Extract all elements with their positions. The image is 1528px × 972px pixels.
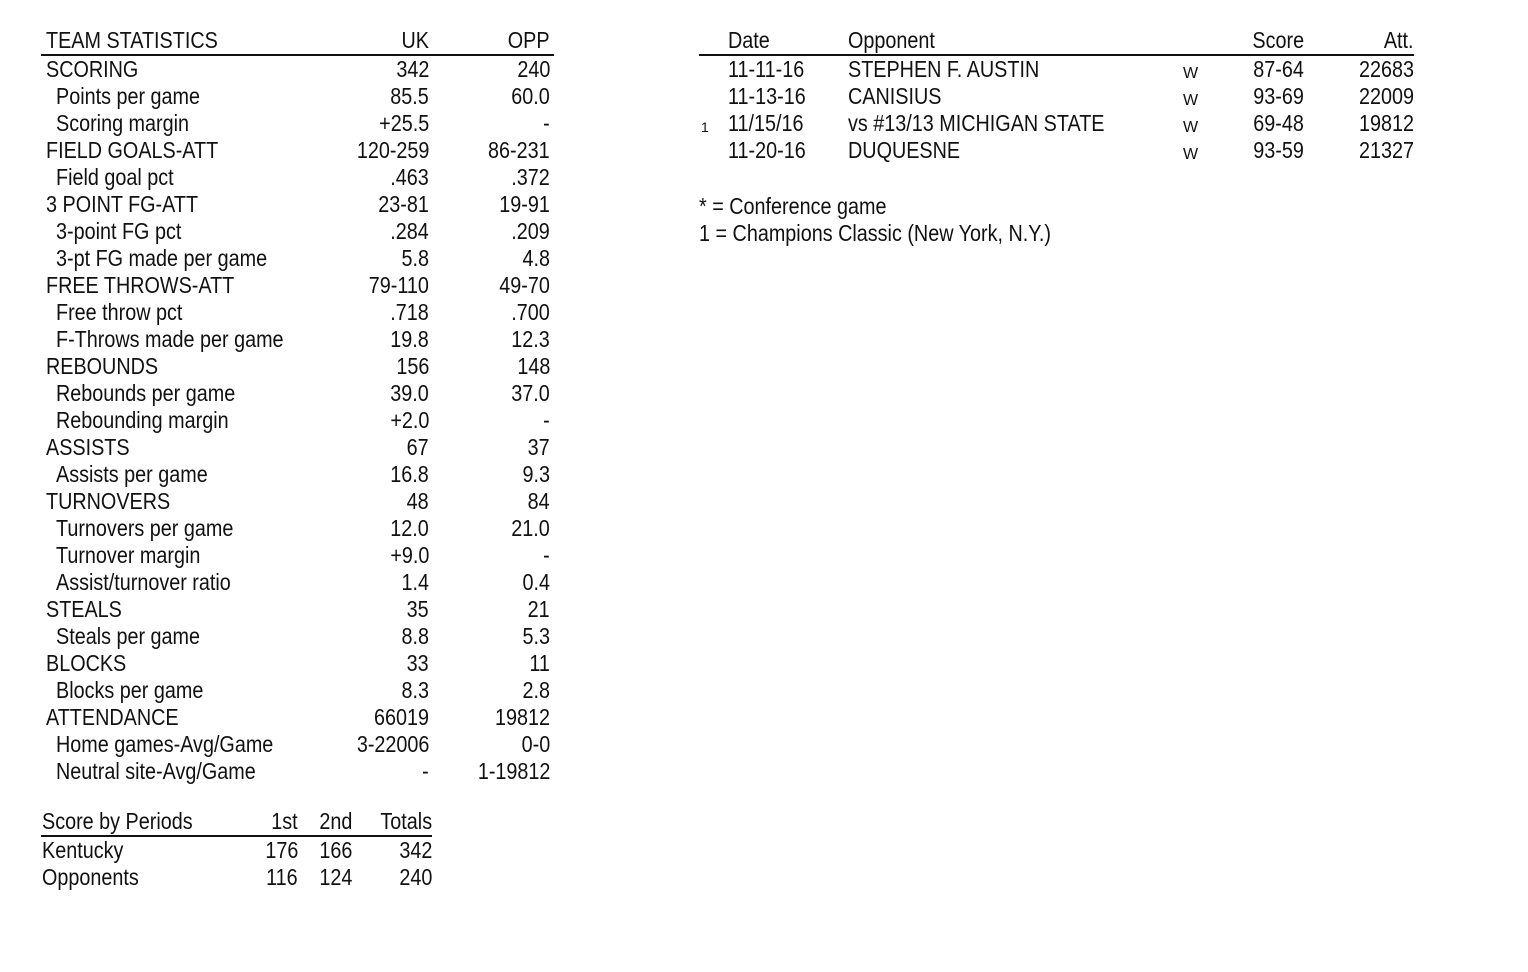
team-statistics-body [41, 56, 554, 785]
game-date-cell [728, 83, 818, 110]
stat-row [41, 623, 554, 650]
stat-row [41, 542, 554, 569]
stat-uk-value-cell [384, 515, 429, 542]
stat-uk-value: 8.3 [401, 677, 429, 703]
stat-label: 3 POINT FG-ATT [46, 191, 199, 217]
game-log-header [699, 27, 1414, 56]
stat-uk-value: 8.8 [401, 623, 429, 649]
stat-uk-value-cell [403, 488, 429, 515]
stat-opp-value: 37 [527, 434, 550, 460]
stat-opp-value: 12.3 [511, 326, 550, 352]
game-opponent-cell [848, 56, 1070, 83]
stat-row [41, 380, 554, 407]
stat-opp-value: .372 [511, 164, 550, 190]
stat-uk-value: 16.8 [390, 461, 429, 487]
stat-row [41, 245, 554, 272]
stat-label: ASSISTS [46, 434, 130, 460]
stat-opp-value: 21.0 [511, 515, 550, 541]
game-score-cell [1245, 83, 1304, 110]
stat-label: Assists per game [56, 461, 208, 487]
stat-opp-value: 19-91 [499, 191, 550, 217]
period-team: Opponents [42, 864, 139, 890]
stat-label-cell [46, 191, 223, 218]
game-score: 93-59 [1253, 137, 1304, 163]
stat-row [41, 326, 554, 353]
score-by-periods-title: Score by Periods [42, 808, 193, 834]
team-statistics-table [41, 27, 554, 785]
stat-row [41, 299, 554, 326]
stat-uk-value: .718 [390, 299, 429, 325]
stat-opp-value-cell [542, 407, 550, 434]
stat-opp-value-cell [518, 677, 550, 704]
game-score-cell [1245, 137, 1304, 164]
stat-uk-value: 19.8 [390, 326, 429, 352]
stat-uk-value-cell [384, 542, 429, 569]
stat-label-cell [56, 461, 232, 488]
stat-opp-value-cell [518, 569, 550, 596]
stat-uk-value-cell [384, 164, 429, 191]
stat-row [41, 353, 554, 380]
stat-uk-value: 342 [395, 56, 429, 82]
stat-opp-value: 4.8 [522, 245, 550, 271]
game-attendance: 22683 [1358, 56, 1414, 82]
stat-row [41, 596, 554, 623]
stat-label: Field goal pct [56, 164, 174, 190]
game-row [699, 110, 1414, 137]
stat-label: Steals per game [56, 623, 201, 649]
first-half-header: 1st [271, 808, 298, 834]
period-total-cell [394, 837, 432, 864]
stat-uk-value: .463 [390, 164, 429, 190]
game-date: 11-11-16 [728, 56, 805, 82]
stat-uk-value: 5.8 [401, 245, 429, 271]
stat-label-cell [46, 704, 200, 731]
game-date-cell [728, 137, 818, 164]
stat-label: Neutral site-Avg/Game [56, 758, 256, 784]
stat-opp-value-cell [518, 461, 550, 488]
footnote-champions-classic: 1 = Champions Classic (New York, N.Y.) [699, 220, 1051, 246]
stat-label-cell [46, 488, 190, 515]
period-team-cell [42, 864, 155, 891]
stat-label: Blocks per game [56, 677, 204, 703]
stat-uk-value-cell [384, 326, 429, 353]
totals-header: Totals [380, 808, 432, 834]
footnotes [699, 193, 1108, 247]
stat-label-cell [56, 326, 321, 353]
stat-label-cell [56, 569, 259, 596]
stat-uk-value-cell [384, 461, 429, 488]
period-team-cell [42, 837, 137, 864]
game-opponent: vs #13/13 MICHIGAN STATE [848, 110, 1105, 136]
stat-opp-value: 2.8 [522, 677, 550, 703]
stat-label-cell [56, 299, 203, 326]
stat-label-cell [56, 542, 224, 569]
stat-label-cell [46, 137, 246, 164]
stat-row [41, 704, 554, 731]
game-opponent: CANISIUS [848, 83, 942, 109]
stat-opp-value-cell [466, 758, 550, 785]
stat-row [41, 461, 554, 488]
stat-label: F-Throws made per game [56, 326, 284, 352]
stat-uk-value-cell [384, 299, 429, 326]
game-note-marker: 1 [701, 119, 709, 135]
stat-opp-value: 60.0 [511, 83, 550, 109]
stat-uk-value: 67 [406, 434, 429, 460]
stat-uk-value-cell [397, 623, 429, 650]
stat-uk-value-cell [403, 650, 429, 677]
stat-opp-value-cell [518, 245, 550, 272]
stat-opp-value-cell [491, 272, 550, 299]
stat-label-cell [56, 245, 301, 272]
period-second-half-cell [314, 837, 352, 864]
period-row [41, 837, 432, 864]
stat-uk-value-cell [370, 191, 429, 218]
stat-opp-value: 1-19812 [477, 758, 550, 784]
stat-opp-value: 240 [516, 56, 550, 82]
stat-opp-value: - [543, 542, 550, 568]
game-date: 11-20-16 [728, 137, 806, 163]
game-result: W [1183, 119, 1199, 136]
stat-opp-value: 19812 [494, 704, 550, 730]
stat-opp-value: .209 [511, 218, 550, 244]
score-column-header: Score [1252, 27, 1304, 53]
game-score: 69-48 [1253, 110, 1304, 136]
stat-uk-value: 12.0 [390, 515, 429, 541]
stat-uk-value: 48 [406, 488, 429, 514]
uk-column-header: UK [401, 27, 429, 53]
date-column-header: Date [728, 27, 770, 53]
stat-uk-value: 35 [406, 596, 429, 622]
period-total: 342 [398, 837, 432, 863]
stat-uk-value-cell [421, 758, 429, 785]
stat-opp-value: 49-70 [499, 272, 550, 298]
stat-opp-value-cell [524, 596, 550, 623]
score-by-periods-table [41, 808, 432, 891]
stat-label: ATTENDANCE [46, 704, 179, 730]
stat-row [41, 218, 554, 245]
stat-label: FREE THROWS-ATT [46, 272, 235, 298]
game-attendance-cell [1350, 83, 1414, 110]
stat-uk-value-cell [365, 704, 429, 731]
stat-opp-value-cell [505, 299, 550, 326]
stat-label-cell [56, 731, 309, 758]
stat-row [41, 434, 554, 461]
stat-row [41, 83, 554, 110]
game-date-cell [728, 56, 817, 83]
period-first-half: 116 [266, 864, 298, 890]
stat-row [41, 677, 554, 704]
game-score: 93-69 [1253, 83, 1304, 109]
period-row [41, 864, 432, 891]
stat-uk-value: 66019 [373, 704, 429, 730]
stat-row [41, 56, 554, 83]
stat-opp-value-cell [505, 326, 550, 353]
stat-label: Turnovers per game [56, 515, 234, 541]
stat-label-cell [56, 758, 288, 785]
stat-label-cell [56, 515, 262, 542]
game-date: 11/15/16 [728, 110, 804, 136]
stat-uk-value-cell [397, 569, 429, 596]
stat-row [41, 731, 554, 758]
stat-label-cell [46, 56, 153, 83]
stat-uk-value: 85.5 [390, 83, 429, 109]
game-opponent-cell [848, 137, 978, 164]
stat-label-cell [56, 83, 223, 110]
stat-row [41, 164, 554, 191]
game-log-body [699, 56, 1414, 164]
stat-opp-value: 148 [516, 353, 550, 379]
stat-opp-value-cell [478, 137, 550, 164]
stat-uk-value-cell [371, 110, 429, 137]
game-opponent: STEPHEN F. AUSTIN [848, 56, 1040, 82]
game-result: W [1183, 65, 1199, 82]
stat-row [41, 137, 554, 164]
second-half-header: 2nd [318, 808, 352, 834]
stat-opp-value: 0.4 [522, 569, 550, 595]
stat-label: Home games-Avg/Game [56, 731, 274, 757]
stat-opp-value: .700 [511, 299, 550, 325]
game-opponent-cell [848, 110, 1146, 137]
stat-uk-value: +9.0 [389, 542, 429, 568]
stat-label: TURNOVERS [46, 488, 171, 514]
stat-label: FIELD GOALS-ATT [46, 137, 219, 163]
stat-uk-value-cell [391, 353, 429, 380]
stat-opp-value: 0-0 [521, 731, 550, 757]
stat-opp-value-cell [491, 191, 550, 218]
stat-opp-value: - [543, 407, 550, 433]
stat-uk-value-cell [384, 218, 429, 245]
game-attendance: 22009 [1358, 83, 1414, 109]
stat-label-cell [56, 677, 227, 704]
stat-opp-value-cell [505, 83, 550, 110]
score-by-periods-body [41, 837, 432, 891]
game-opponent-cell [848, 83, 957, 110]
team-statistics-title: TEAM STATISTICS [46, 27, 218, 53]
stat-opp-value-cell [505, 218, 550, 245]
period-first-half: 176 [264, 837, 298, 863]
game-result: W [1183, 146, 1199, 163]
game-row [699, 137, 1414, 164]
game-attendance: 21327 [1358, 137, 1414, 163]
game-row [699, 56, 1414, 83]
stat-label-cell [56, 380, 264, 407]
stat-opp-value: 21 [527, 596, 550, 622]
game-attendance-cell [1350, 56, 1414, 83]
stat-uk-value-cell [345, 137, 429, 164]
stat-row [41, 110, 554, 137]
stat-uk-value: 33 [406, 650, 429, 676]
period-second-half: 166 [318, 837, 352, 863]
stat-uk-value: 39.0 [390, 380, 429, 406]
stat-opp-value-cell [542, 542, 550, 569]
stat-uk-value: 1.4 [401, 569, 429, 595]
period-second-half-cell [314, 864, 352, 891]
stat-uk-value-cell [384, 380, 429, 407]
stat-uk-value-cell [345, 731, 429, 758]
game-log-table [699, 27, 1414, 164]
stat-label-cell [56, 623, 223, 650]
stat-opp-value-cell [526, 650, 550, 677]
game-attendance-cell [1350, 137, 1414, 164]
game-attendance: 19812 [1358, 110, 1414, 136]
stat-label: SCORING [46, 56, 139, 82]
stat-opp-value-cell [518, 623, 550, 650]
period-first-half-cell [260, 837, 298, 864]
game-date-cell [728, 110, 816, 137]
stat-row [41, 515, 554, 542]
stat-uk-value: .284 [390, 218, 429, 244]
stat-opp-value: 11 [529, 650, 550, 676]
stat-uk-value-cell [397, 245, 429, 272]
stat-uk-value-cell [384, 407, 429, 434]
period-second-half: 124 [318, 864, 352, 890]
stat-opp-value-cell [505, 380, 550, 407]
period-first-half-cell [261, 864, 298, 891]
game-score-cell [1245, 56, 1304, 83]
stat-opp-value-cell [542, 110, 550, 137]
stat-uk-value: +2.0 [389, 407, 429, 433]
stat-label: Turnover margin [56, 542, 201, 568]
stat-opp-value: 84 [527, 488, 550, 514]
stat-uk-value-cell [384, 83, 429, 110]
stat-label: 3-point FG pct [56, 218, 182, 244]
game-result: W [1183, 92, 1199, 109]
stat-label: Rebounding margin [56, 407, 229, 433]
stat-row [41, 407, 554, 434]
stat-uk-value: +25.5 [378, 110, 429, 136]
period-team: Kentucky [42, 837, 124, 863]
game-opponent: DUQUESNE [848, 137, 961, 163]
stat-uk-value: - [422, 758, 429, 784]
score-by-periods-header [41, 808, 432, 837]
stat-uk-value-cell [391, 56, 429, 83]
game-attendance-cell [1350, 110, 1414, 137]
stat-label-cell [46, 272, 265, 299]
stat-label: REBOUNDS [46, 353, 159, 379]
stat-label: Assist/turnover ratio [56, 569, 231, 595]
stat-uk-value: 120-259 [356, 137, 429, 163]
stat-opp-value-cell [505, 515, 550, 542]
stat-row [41, 191, 554, 218]
stat-row [41, 272, 554, 299]
stat-label: Rebounds per game [56, 380, 236, 406]
stat-label-cell [46, 434, 143, 461]
stat-opp-value: 9.3 [522, 461, 550, 487]
stat-uk-value-cell [397, 677, 429, 704]
stat-label: Free throw pct [56, 299, 183, 325]
stat-opp-value: 37.0 [511, 380, 550, 406]
stat-uk-value: 23-81 [378, 191, 429, 217]
game-score: 87-64 [1253, 56, 1304, 82]
stat-uk-value: 79-110 [368, 272, 429, 298]
stat-row [41, 569, 554, 596]
stat-opp-value-cell [505, 164, 550, 191]
team-statistics-header [41, 27, 554, 56]
stat-uk-value-cell [403, 596, 429, 623]
stat-opp-value: - [543, 110, 550, 136]
stat-label-cell [46, 353, 176, 380]
stat-label: BLOCKS [46, 650, 127, 676]
opp-column-header: OPP [508, 27, 550, 53]
opponent-column-header: Opponent [848, 27, 935, 53]
stat-row [41, 650, 554, 677]
period-total-cell [394, 864, 432, 891]
period-total: 240 [398, 864, 432, 890]
stat-label: Scoring margin [56, 110, 190, 136]
stat-label-cell [56, 110, 211, 137]
stat-uk-value: 3-22006 [356, 731, 429, 757]
stat-row [41, 758, 554, 785]
stat-uk-value: 156 [395, 353, 429, 379]
game-row [699, 83, 1414, 110]
stat-opp-value: 5.3 [522, 623, 550, 649]
attendance-column-header: Att. [1384, 27, 1414, 53]
stat-label-cell [56, 407, 257, 434]
stat-opp-value-cell [512, 56, 550, 83]
stat-row [41, 488, 554, 515]
stat-label-cell [56, 164, 193, 191]
stat-opp-value-cell [512, 353, 550, 380]
stat-opp-value-cell [524, 434, 550, 461]
stat-label-cell [56, 218, 202, 245]
stat-opp-value-cell [486, 704, 550, 731]
stat-opp-value: 86-231 [488, 137, 550, 163]
game-date: 11-13-16 [728, 83, 806, 109]
stat-uk-value-cell [359, 272, 429, 299]
stat-opp-value-cell [524, 488, 550, 515]
stat-label-cell [46, 596, 134, 623]
stat-label: STEALS [46, 596, 122, 622]
stat-label: 3-pt FG made per game [56, 245, 268, 271]
stat-uk-value-cell [403, 434, 429, 461]
stat-opp-value-cell [517, 731, 550, 758]
footnote-conference: * = Conference game [699, 193, 887, 219]
game-score-cell [1245, 110, 1304, 137]
stat-label-cell [46, 650, 139, 677]
stat-label: Points per game [56, 83, 201, 109]
